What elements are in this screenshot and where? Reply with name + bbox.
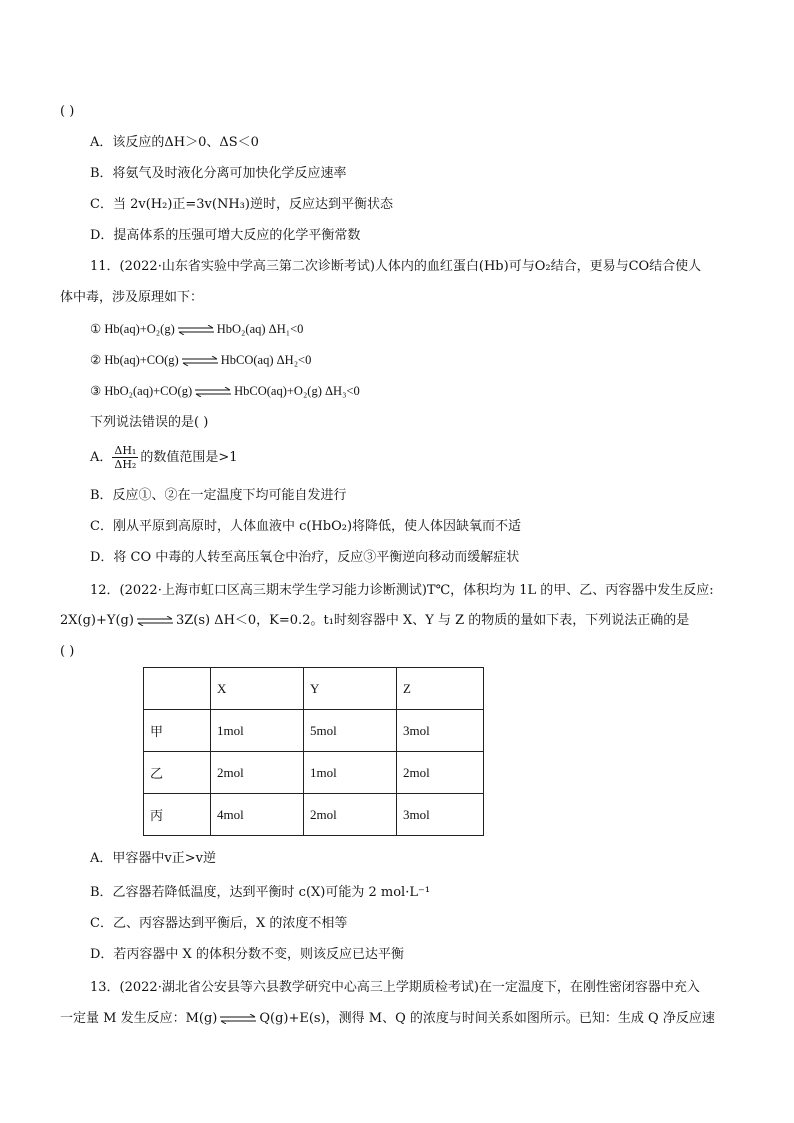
table-header-cell: Z <box>397 668 484 710</box>
table-cell: 2mol <box>304 794 397 836</box>
q12-stem-line2 <box>60 612 689 630</box>
q11-stem-line1: 11．(2022·山东省实验中学高三第二次诊断考试)人体内的血红蛋白(Hb)可与O₂结合，更易与CO结合使人 <box>90 259 702 274</box>
table-header-cell <box>144 668 211 710</box>
equilibrium-arrow-icon <box>136 616 174 626</box>
table-cell: 1mol <box>304 752 397 794</box>
q10-option-c: C．当 2v(H₂)正=3v(NH₃)逆时，反应达到平衡状态 <box>90 197 393 212</box>
q10-option-b: B．将氨气及时液化分离可加快化学反应速率 <box>90 166 347 181</box>
q12-answer-paren: ( ) <box>60 644 75 659</box>
eq2-left: ② Hb(aq)+CO(g) <box>90 353 179 367</box>
q11-question: 下列说法错误的是( ) <box>90 415 209 430</box>
eq1-right: HbO₂(aq) ΔH₁<0 <box>216 322 304 336</box>
q11-option-a-prefix: A． <box>90 450 113 465</box>
q10-option-a: A．该反应的ΔH＞0、ΔS＜0 <box>90 135 259 150</box>
fraction-denominator: ΔH₂ <box>114 458 137 471</box>
table-cell: 3mol <box>397 710 484 752</box>
table-row <box>144 794 484 836</box>
equilibrium-arrow-icon <box>219 1014 257 1024</box>
table-header-cell: Y <box>304 668 397 710</box>
q13-stem-line2 <box>60 1010 715 1028</box>
q12-eq-left: 2X(g)+Y(g) <box>60 613 134 628</box>
q12-option-d: D．若丙容器中 X 的体积分数不变，则该反应已达平衡 <box>90 947 404 962</box>
q10-option-d: D．提高体系的压强可增大反应的化学平衡常数 <box>90 228 361 243</box>
q12-eq-right: 3Z(s) ΔH＜0，K=0.2。t₁时刻容器中 X、Y 与 Z 的物质的量如下表，下列说法正确的是 <box>175 613 690 628</box>
table-cell: 丙 <box>144 794 211 836</box>
q11-equation-1 <box>90 320 303 338</box>
q13-stem-left: 一定量 M 发生反应：M(g) <box>60 1011 218 1026</box>
q11-equation-2 <box>90 351 311 369</box>
q12-stem-line1: 12．(2022·上海市虹口区高三期末学生学习能力诊断测试)T℃，体积均为 1L 的甲、乙、丙容器中发生反应: <box>90 583 714 598</box>
table-row <box>144 752 484 794</box>
q11-option-a-suffix: 的数值范围是>1 <box>140 450 238 465</box>
eq2-right: HbCO(aq) ΔH₂<0 <box>220 353 312 367</box>
table-cell: 1mol <box>211 710 304 752</box>
q11-stem-line2: 体中毒，涉及原理如下： <box>60 290 204 305</box>
eq3-left: ③ HbO₂(aq)+CO(g) <box>90 384 193 398</box>
eq1-left: ① Hb(aq)+O₂(g) <box>90 322 175 336</box>
q12-option-c: C．乙、丙容器达到平衡后，X 的浓度不相等 <box>90 916 348 931</box>
table-row <box>144 710 484 752</box>
q12-option-a: A．甲容器中v正>v逆 <box>90 851 216 866</box>
equilibrium-arrow-icon <box>177 325 215 335</box>
table-header-cell: X <box>211 668 304 710</box>
q13-stem-right: Q(g)+E(s)，测得 M、Q 的浓度与时间关系如图所示。已知：生成 Q 净反应速 <box>259 1011 715 1026</box>
fraction-numerator: ΔH₁ <box>114 444 137 457</box>
delta-h-ratio-fraction <box>112 444 138 471</box>
q11-option-b: B．反应①、②在一定温度下均可能自发进行 <box>90 488 347 503</box>
q12-option-b: B．乙容器若降低温度，达到平衡时 c(X)可能为 2 mol·L⁻¹ <box>90 885 431 900</box>
q13-stem-line1: 13．(2022·湖北省公安县等六县教学研究中心高三上学期质检考试)在一定温度下，在刚性密闭容器中充入 <box>90 980 700 995</box>
table-cell: 2mol <box>397 752 484 794</box>
table-cell: 4mol <box>211 794 304 836</box>
q11-option-c: C．刚从平原到高原时，人体血液中 c(HbO₂)将降低，使人体因缺氧而不适 <box>90 519 522 534</box>
equilibrium-arrow-icon <box>194 387 232 397</box>
table-cell: 2mol <box>211 752 304 794</box>
q11-equation-3 <box>90 382 360 400</box>
table-cell: 5mol <box>304 710 397 752</box>
eq3-right: HbCO(aq)+O₂(g) ΔH₃<0 <box>234 384 360 398</box>
q12-data-table <box>143 667 484 836</box>
table-cell: 乙 <box>144 752 211 794</box>
equilibrium-arrow-icon <box>181 356 219 366</box>
q10-answer-paren: ( ) <box>60 104 75 119</box>
q11-option-a <box>90 443 238 473</box>
table-header-row <box>144 668 484 710</box>
q11-option-d: D．将 CO 中毒的人转至高压氧仓中治疗，反应③平衡逆向移动而缓解症状 <box>90 550 520 565</box>
table-cell: 甲 <box>144 710 211 752</box>
table-cell: 3mol <box>397 794 484 836</box>
